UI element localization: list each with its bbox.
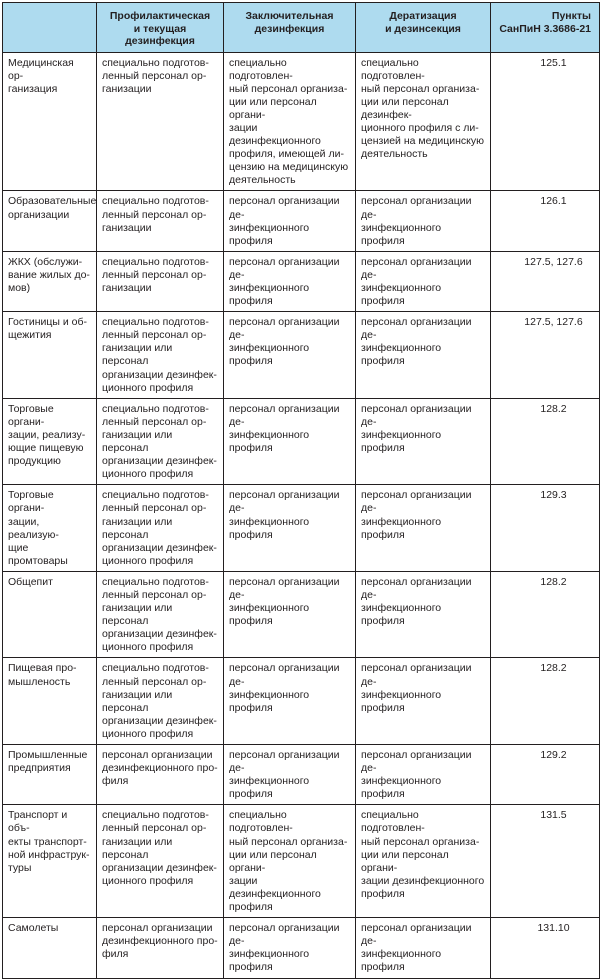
org-cell: Торговые органи- зации, реализую- щие промтовары	[3, 485, 97, 572]
deratization-cell: персонал организации де- зинфекционного профиля	[356, 918, 491, 978]
sanpin-point-cell: 128.2	[491, 658, 600, 745]
org-cell: Торговые органи- зации, реализу- ющие пищевую продукцию	[3, 398, 97, 485]
sanpin-point-cell: 131.5	[491, 805, 600, 918]
deratization-cell: персонал организации де- зинфекционного профиля	[356, 398, 491, 485]
org-cell: Пищевая про- мышленость	[3, 658, 97, 745]
header-empty	[3, 3, 97, 53]
table-row	[3, 805, 600, 918]
prophylactic-cell: специально подготов- ленный персонал ор- ганизации или персонал организации дезинфек- ционного профиля	[97, 658, 224, 745]
deratization-cell: персонал организации де- зинфекционного профиля	[356, 571, 491, 658]
sanpin-point-cell: 128.2	[491, 398, 600, 485]
org-cell: Промышленные предприятия	[3, 745, 97, 805]
sanpin-point-cell: 128.2	[491, 571, 600, 658]
final-disinfection-cell: персонал организации де- зинфекционного профиля	[224, 398, 356, 485]
prophylactic-cell: персонал организации дезинфекционного про- филя	[97, 745, 224, 805]
prophylactic-cell: специально подготов- ленный персонал ор- ганизации или персонал организации дезинфек- ционного профиля	[97, 805, 224, 918]
header-deratization: Дератизация и дезинсекция	[356, 3, 491, 53]
org-cell: ЖКХ (обслужи- вание жилых до- мов)	[3, 251, 97, 311]
sanpin-point-cell: 127.5, 127.6	[491, 312, 600, 399]
deratization-cell: специально подготовлен- ный персонал организа- ции или персонал органи- зации дезинфекционного профиля	[356, 805, 491, 918]
sanpin-point-cell: 125.1	[491, 52, 600, 191]
sanpin-point-cell: 126.1	[491, 191, 600, 251]
prophylactic-cell: специально подготов- ленный персонал ор- ганизации	[97, 191, 224, 251]
sanpin-point-cell: 129.3	[491, 485, 600, 572]
final-disinfection-cell: персонал организации де- зинфекционного профиля	[224, 918, 356, 978]
final-disinfection-cell: персонал организации де- зинфекционного профиля	[224, 745, 356, 805]
table-row	[3, 485, 600, 572]
org-cell: Транспорт и объ- екты транспорт- ной инфраструк- туры	[3, 805, 97, 918]
final-disinfection-cell: персонал организации де- зинфекционного профиля	[224, 312, 356, 399]
final-disinfection-cell: специально подготовлен- ный персонал организа- ции или персонал органи- зации дезинфекционного профиля	[224, 805, 356, 918]
prophylactic-cell: специально подготов- ленный персонал ор- ганизации или персонал организации дезинфек- ционного профиля	[97, 485, 224, 572]
deratization-cell: персонал организации де- зинфекционного профиля	[356, 191, 491, 251]
prophylactic-cell: специально подготов- ленный персонал ор- ганизации или персонал организации дезинфек- ционного профиля	[97, 398, 224, 485]
org-cell: Общепит	[3, 571, 97, 658]
org-cell: Гостиницы и об- щежития	[3, 312, 97, 399]
deratization-cell: персонал организации де- зинфекционного профиля	[356, 745, 491, 805]
table-row	[3, 52, 600, 191]
deratization-cell: персонал организации де- зинфекционного профиля	[356, 312, 491, 399]
final-disinfection-cell: персонал организации де- зинфекционного профиля	[224, 485, 356, 572]
prophylactic-cell: специально подготов- ленный персонал ор- ганизации или персонал организации дезинфек- ционного профиля	[97, 312, 224, 399]
org-cell: Медицинская ор- ганизация	[3, 52, 97, 191]
disinfection-table	[2, 2, 600, 979]
prophylactic-cell: специально подготов- ленный персонал ор- ганизации	[97, 251, 224, 311]
final-disinfection-cell: персонал организации де- зинфекционного профиля	[224, 658, 356, 745]
final-disinfection-cell: персонал организации де- зинфекционного профиля	[224, 251, 356, 311]
header-row	[3, 3, 600, 53]
table-row	[3, 251, 600, 311]
header-sanpin-points: Пункты СанПиН 3.3686-21	[491, 3, 600, 53]
prophylactic-cell: специально подготов- ленный персонал ор- ганизации или персонал организации дезинфек- ционного профиля	[97, 571, 224, 658]
final-disinfection-cell: персонал организации де- зинфекционного профиля	[224, 571, 356, 658]
prophylactic-cell: специально подготов- ленный персонал ор- ганизации	[97, 52, 224, 191]
header-final: Заключительная дезинфекция	[224, 3, 356, 53]
table-row	[3, 398, 600, 485]
org-cell: Образовательные организации	[3, 191, 97, 251]
table-row	[3, 571, 600, 658]
table-row	[3, 918, 600, 978]
org-cell: Самолеты	[3, 918, 97, 978]
sanpin-point-cell: 129.2	[491, 745, 600, 805]
deratization-cell: персонал организации де- зинфекционного профиля	[356, 251, 491, 311]
sanpin-point-cell: 131.10	[491, 918, 600, 978]
table-row	[3, 191, 600, 251]
deratization-cell: специально подготовлен- ный персонал организа- ции или персонал дезинфек- ционного профиля с ли- цензией на медицинскую деятельность	[356, 52, 491, 191]
header-prophylactic: Профилактическая и текущая дезинфекция	[97, 3, 224, 53]
table-row	[3, 658, 600, 745]
sanpin-point-cell: 127.5, 127.6	[491, 251, 600, 311]
table-row	[3, 745, 600, 805]
deratization-cell: персонал организации де- зинфекционного профиля	[356, 485, 491, 572]
deratization-cell: персонал организации де- зинфекционного профиля	[356, 658, 491, 745]
final-disinfection-cell: персонал организации де- зинфекционного профиля	[224, 191, 356, 251]
table-row	[3, 312, 600, 399]
final-disinfection-cell: специально подготовлен- ный персонал организа- ции или персонал органи- зации дезинфекционного профиля, имеющей ли- цензию на медицинскую деятельность	[224, 52, 356, 191]
prophylactic-cell: персонал организации дезинфекционного про- филя	[97, 918, 224, 978]
